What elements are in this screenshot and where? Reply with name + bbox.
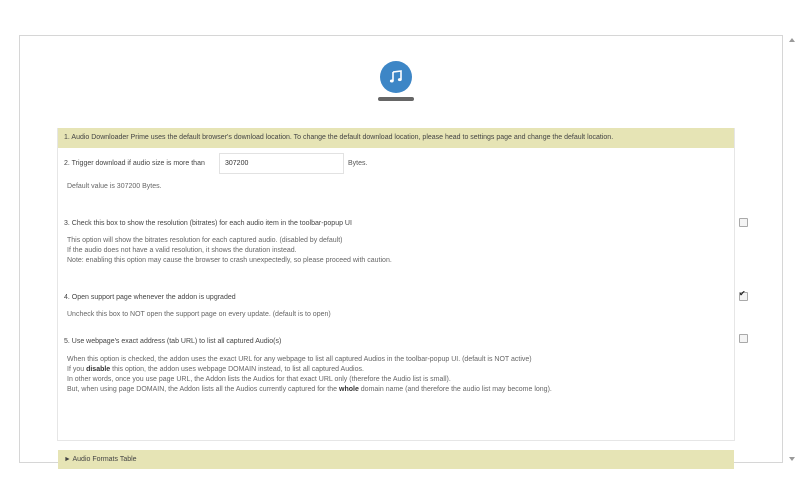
scroll-up-arrow-icon[interactable] <box>789 38 795 42</box>
size-unit-label: Bytes. <box>348 160 368 167</box>
option5-line2-post: this option, the addon uses webpage DOMAIN instead, to list all captured Audios. <box>110 366 364 373</box>
option4-label: 4. Open support page whenever the addon is upgraded <box>64 294 236 301</box>
option3-row <box>58 198 734 262</box>
option5-label: 5. Use webpage's exact address (tab URL) to list all captured Audio(s) <box>64 338 282 345</box>
option5-line2-bold: disable <box>86 366 111 373</box>
option1-info-bar <box>58 128 734 148</box>
options-list <box>57 128 735 463</box>
option1-text: 1. Audio Downloader Prime uses the default browser's download location. To change the default download location, please head to settings page and change the default location. <box>64 134 614 141</box>
option5-line4-bold: whole <box>339 386 359 393</box>
music-note-icon <box>380 61 412 93</box>
open-support-page-checkbox[interactable] <box>739 292 748 301</box>
audio-formats-toggle[interactable] <box>58 450 734 469</box>
addon-logo <box>378 61 414 103</box>
logo-underline <box>378 97 414 101</box>
option2-label: 2. Trigger download if audio size is more than <box>64 160 205 167</box>
show-bitrate-checkbox[interactable] <box>739 218 748 227</box>
option5-line2 <box>67 365 727 375</box>
option4-note: Uncheck this box to NOT open the support page on every update. (default is to open) <box>67 311 331 318</box>
option5-line3: In other words, once you use page URL, the Addon lists the Audios for that exact URL only (therefore the Audio list is small). <box>67 376 451 383</box>
option5-line4 <box>67 385 727 395</box>
option3-line1: This option will show the bitrates resolution for each captured audio. (disabled by default) <box>67 237 343 244</box>
page-scrollbar[interactable] <box>786 35 800 464</box>
options-panel <box>19 35 783 463</box>
option5-line1: When this option is checked, the addon uses the exact URL for any webpage to list all captured Audios in the toolbar-popup UI. (default is NOT active) <box>67 356 532 363</box>
option5-row <box>58 320 734 410</box>
option3-label: 3. Check this box to show the resolution (bitrates) for each audio item in the toolbar-popup UI <box>64 220 352 227</box>
option5-line4-post: domain name (and therefore the audio list may become long). <box>358 386 552 393</box>
scroll-down-arrow-icon[interactable] <box>789 457 795 461</box>
use-exact-url-checkbox[interactable] <box>739 334 748 343</box>
option3-line2: If the audio does not have a valid resolution, it shows the duration instead. <box>67 247 297 254</box>
option5-line2-pre: If you <box>67 366 87 373</box>
size-threshold-input[interactable]: 307200 <box>219 153 344 174</box>
option2-row <box>58 148 734 198</box>
option5-line4-pre: But, when using page DOMAIN, the Addon lists all the Audios currently captured for the <box>67 386 339 393</box>
option2-default-note: Default value is 307200 Bytes. <box>67 183 162 190</box>
option4-row <box>58 262 734 320</box>
option5-description <box>67 355 727 395</box>
option3-line3: Note: enabling this option may cause the browser to crash unexpectedly, so please proceed with caution. <box>67 257 392 264</box>
audio-formats-label: ► Audio Formats Table <box>64 456 137 463</box>
